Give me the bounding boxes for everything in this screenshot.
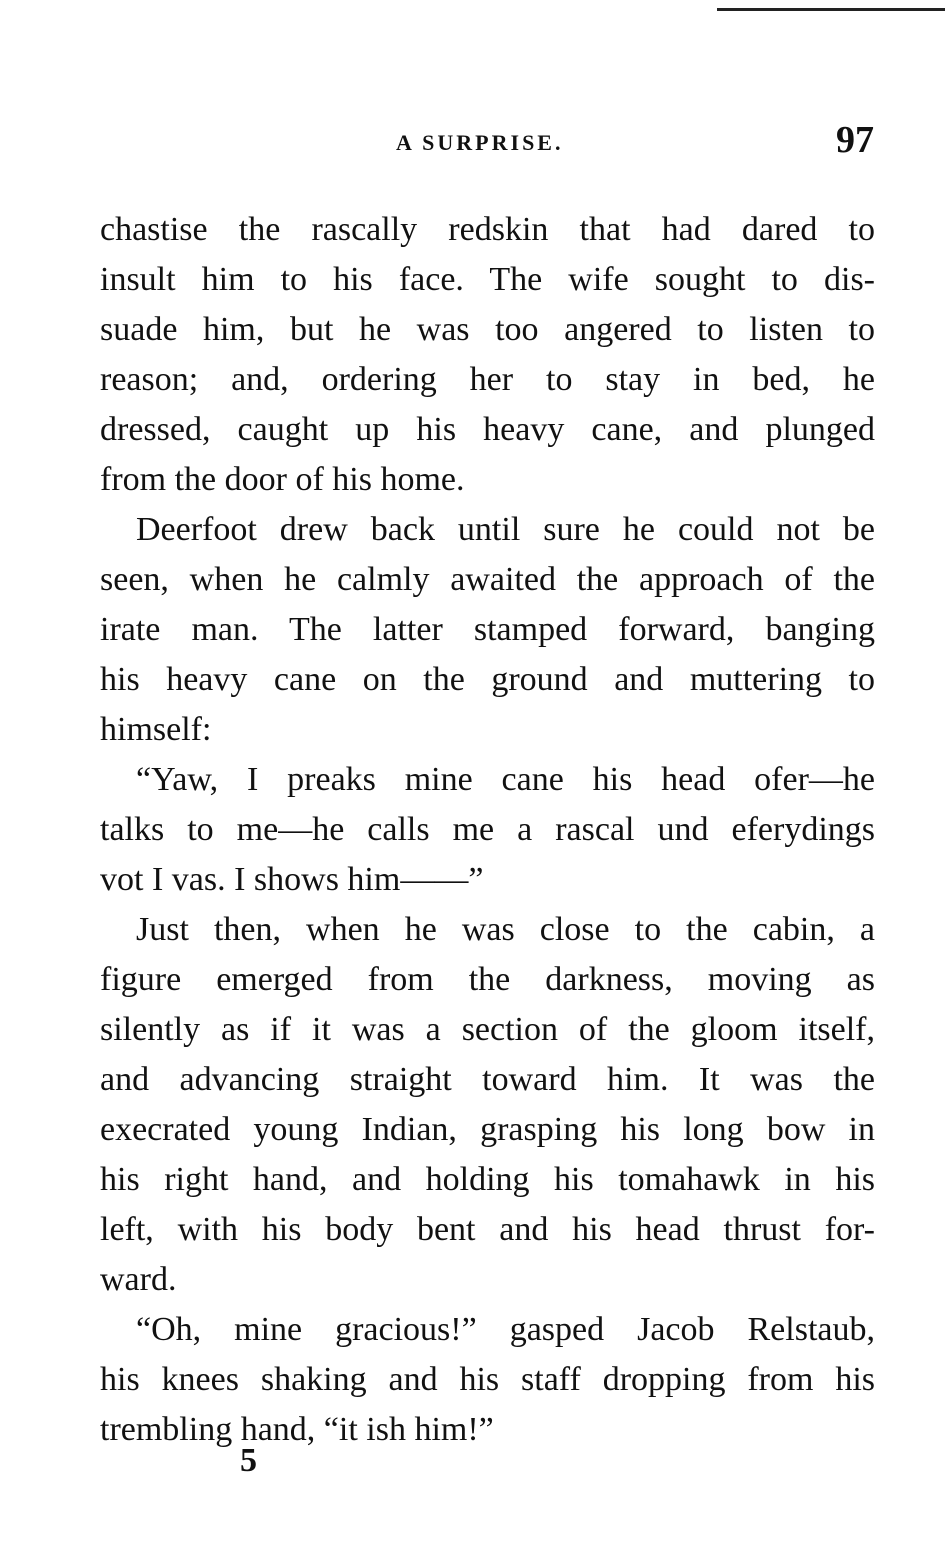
text-line: and advancing straight toward him. It was the <box>100 1061 875 1098</box>
running-header <box>0 118 945 168</box>
top-edge-rule <box>717 8 945 11</box>
running-title: A SURPRISE. <box>396 130 564 155</box>
text-line: irate man. The latter stamped forward, banging <box>100 611 875 648</box>
text-line: trembling hand, “it ish him!” <box>100 1411 494 1448</box>
text-line: his knees shaking and his staff dropping from his <box>100 1361 875 1398</box>
text-line: “Yaw, I preaks mine cane his head ofer—he <box>136 761 875 798</box>
paragraph-1 <box>100 205 875 505</box>
text-line: himself: <box>100 711 212 748</box>
text-line: chastise the rascally redskin that had dared to <box>100 211 875 248</box>
page-number: 97 <box>836 119 874 161</box>
text-line: figure emerged from the darkness, moving as <box>100 961 875 998</box>
paragraph-2 <box>100 505 875 755</box>
text-line: reason; and, ordering her to stay in bed, he <box>100 361 875 398</box>
text-line: talks to me—he calls me a rascal und eferydings <box>100 811 875 848</box>
body-text <box>100 205 875 1455</box>
text-line: his right hand, and holding his tomahawk in his <box>100 1161 875 1198</box>
text-line: insult him to his face. The wife sought to dis- <box>100 261 875 298</box>
text-line: seen, when he calmly awaited the approach of the <box>100 561 875 598</box>
text-line: Just then, when he was close to the cabin, a <box>136 911 875 948</box>
text-line: execrated young Indian, grasping his long bow in <box>100 1111 875 1148</box>
text-line: “Oh, mine gracious!” gasped Jacob Relstaub, <box>136 1311 875 1348</box>
text-line: Deerfoot drew back until sure he could not be <box>136 511 875 548</box>
text-line: dressed, caught up his heavy cane, and plunged <box>100 411 875 448</box>
text-line: from the door of his home. <box>100 461 465 498</box>
text-line: left, with his body bent and his head thrust for- <box>100 1211 875 1248</box>
text-line: suade him, but he was too angered to listen to <box>100 311 875 348</box>
text-line: silently as if it was a section of the gloom itself, <box>100 1011 875 1048</box>
paragraph-4 <box>100 905 875 1305</box>
text-line: vot I vas. I shows him——” <box>100 861 484 898</box>
text-line: ward. <box>100 1261 177 1298</box>
signature-mark: 5 <box>240 1442 257 1479</box>
text-line: his heavy cane on the ground and muttering to <box>100 661 875 698</box>
paragraph-3 <box>100 755 875 905</box>
paragraph-5 <box>100 1305 875 1455</box>
